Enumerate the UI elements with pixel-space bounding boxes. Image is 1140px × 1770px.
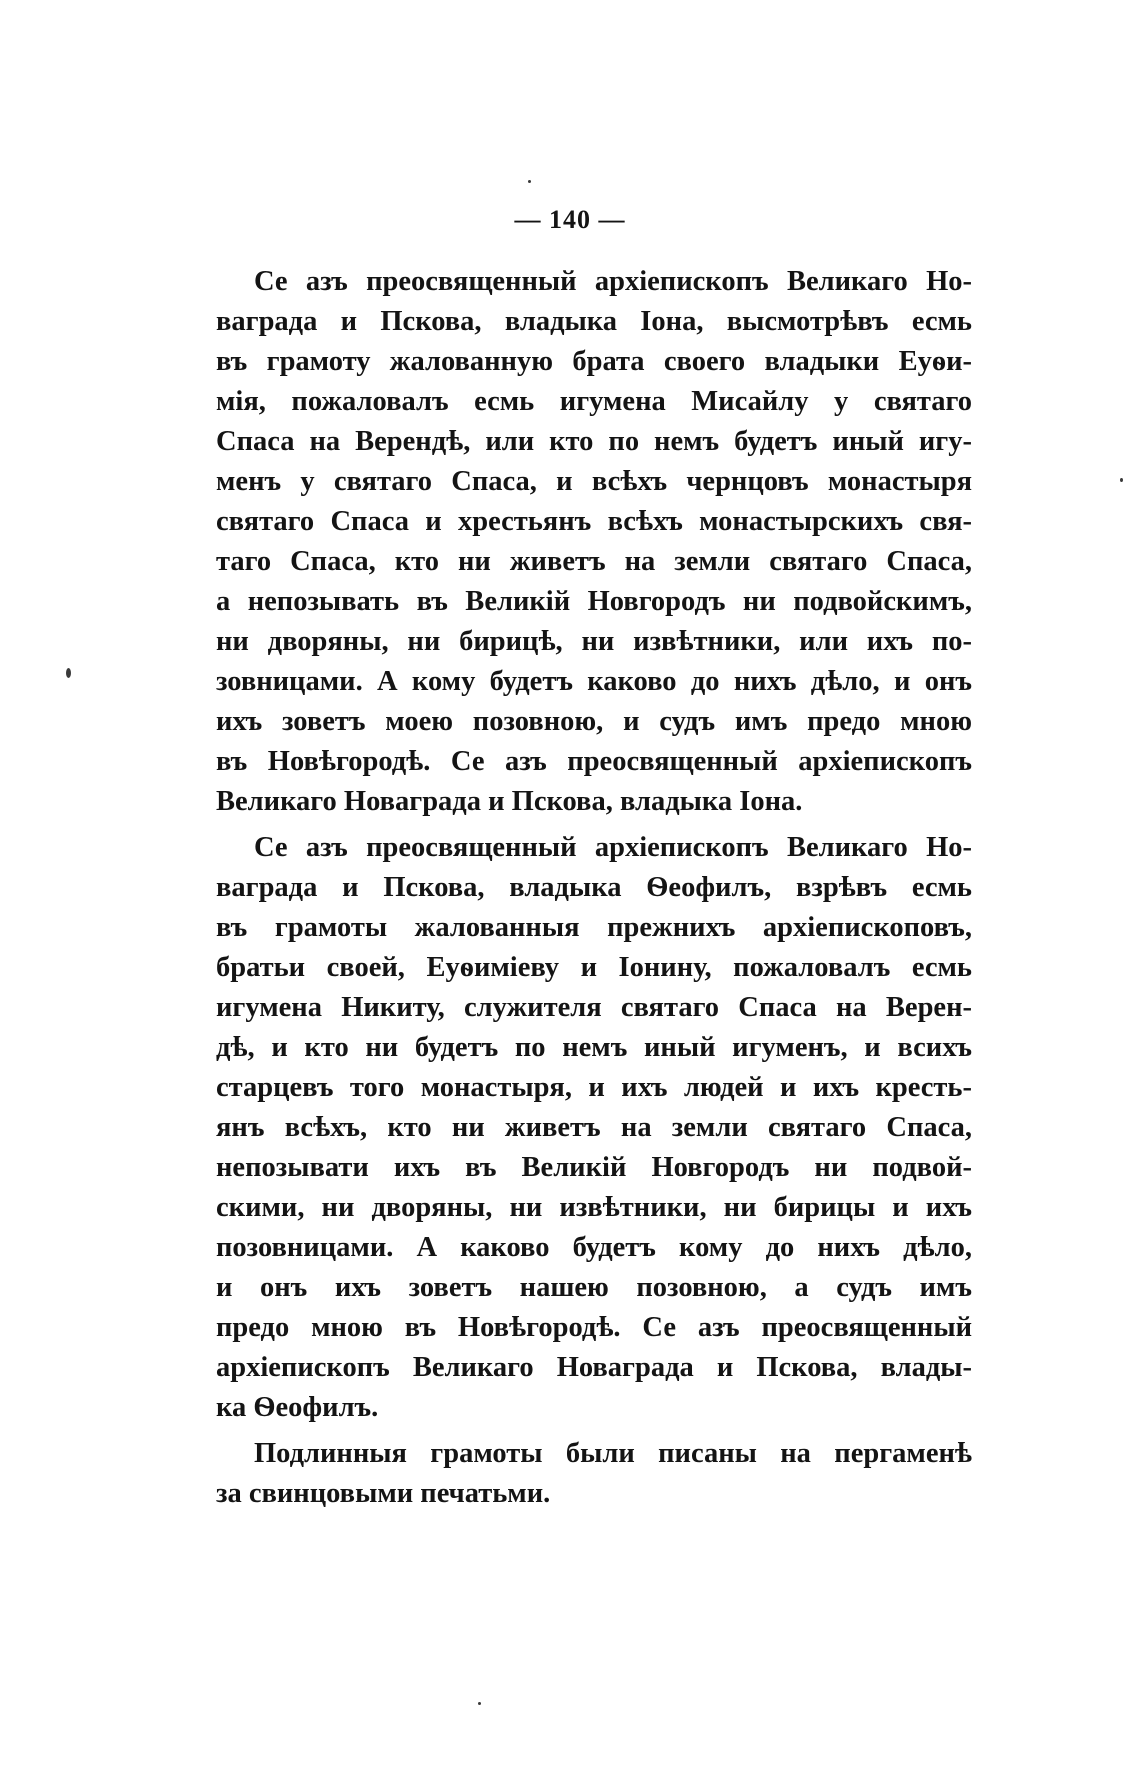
text-line: братьи своей, Еуѳиміеву и Іонину, пожаловалъ есмь — [216, 952, 972, 983]
scan-speck — [478, 1702, 481, 1705]
text-line: ваграда и Пскова, владыка Ѳеофилъ, взрѣвъ есмь — [216, 872, 972, 903]
text-line: мія, пожаловалъ есмь игумена Мисайлу у святаго — [216, 386, 972, 417]
text-line: въ грамоты жалованныя прежнихъ архіепископовъ, — [216, 912, 972, 943]
text-line: игумена Никиту, служителя святаго Спаса на Верен- — [216, 992, 972, 1023]
text-line: ихъ зоветъ моею позовною, и судъ имъ предо мною — [216, 706, 972, 737]
text-line: зовницами. А кому будетъ каково до нихъ дѣло, и онъ — [216, 666, 972, 697]
text-line: за свинцовыми печатьми. — [216, 1478, 551, 1509]
scan-speck — [528, 180, 531, 183]
text-line: старцевъ того монастыря, и ихъ людей и ихъ кресть- — [216, 1072, 972, 1103]
text-line: таго Спаса, кто ни живетъ на земли святаго Спаса, — [216, 546, 972, 577]
paragraph-3 — [216, 1434, 972, 1514]
body-text — [216, 262, 972, 1514]
text-line: и онъ ихъ зоветъ нашею позовною, а судъ имъ — [216, 1272, 972, 1303]
text-line: въ Новѣгородѣ. Се азъ преосвященный архіепископъ — [216, 746, 972, 777]
text-line: Се азъ преосвященный архіепископъ Великаго Но- — [254, 266, 972, 297]
text-line: дѣ, и кто ни будетъ по немъ иный игуменъ, и всихъ — [216, 1032, 972, 1063]
text-line: непозывати ихъ въ Великій Новгородъ ни подвой- — [216, 1152, 972, 1183]
scan-speck — [66, 668, 71, 678]
text-line: а непозывать въ Великій Новгородъ ни подвойскимъ, — [216, 586, 972, 617]
paragraph-1 — [216, 262, 972, 822]
text-line: менъ у святаго Спаса, и всѣхъ чернцовъ монастыря — [216, 466, 972, 497]
scan-speck — [1120, 478, 1123, 482]
text-line: позовницами. А каково будетъ кому до нихъ дѣло, — [216, 1232, 972, 1263]
text-line: Се азъ преосвященный архіепископъ Великаго Но- — [254, 832, 972, 863]
text-line: святаго Спаса и хрестьянъ всѣхъ монастырскихъ свя- — [216, 506, 972, 537]
text-line: предо мною въ Новѣгородѣ. Се азъ преосвященный — [216, 1312, 972, 1343]
text-line: Великаго Новаграда и Пскова, владыка Іона. — [216, 786, 803, 817]
text-line: архіепископъ Великаго Новаграда и Пскова, влады- — [216, 1352, 972, 1383]
text-line: ваграда и Пскова, владыка Іона, высмотрѣвъ есмь — [216, 306, 972, 337]
text-line: ни дворяны, ни бирицѣ, ни извѣтники, или ихъ по- — [216, 626, 972, 657]
text-line: Спаса на Верендѣ, или кто по немъ будетъ иный игу- — [216, 426, 972, 457]
text-line: янъ всѣхъ, кто ни живетъ на земли святаго Спаса, — [216, 1112, 972, 1143]
text-line: Подлинныя грамоты были писаны на пергаменѣ — [254, 1438, 972, 1469]
paragraph-2 — [216, 828, 972, 1428]
text-line: ка Ѳеофилъ. — [216, 1392, 379, 1423]
text-line: скими, ни дворяны, ни извѣтники, ни бирицы и ихъ — [216, 1192, 972, 1223]
page-number: — 140 — — [514, 205, 626, 234]
text-line: въ грамоту жалованную брата своего владыки Еуѳи- — [216, 346, 972, 377]
